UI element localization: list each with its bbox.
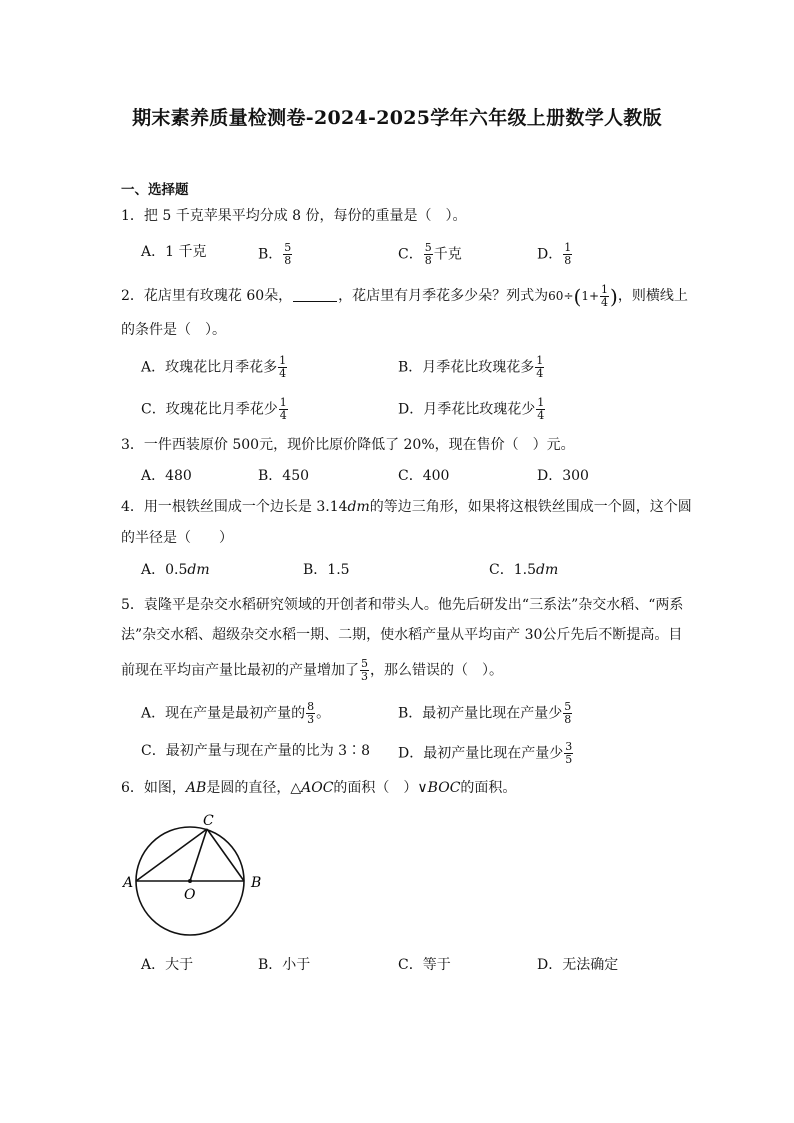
answer-blank <box>293 287 337 302</box>
fraction: $\frac{5}{8}$ <box>424 241 432 267</box>
fraction: $\frac{1}{8}$ <box>564 241 572 267</box>
label-b: B <box>251 875 262 891</box>
section-heading-choice: 一、选择题 <box>121 182 189 198</box>
question-4-stem-line1: 4．用一根铁丝围成一个边长是 3.14dm的等边三角形，如果将这根铁丝围成一个圆，这个圆 <box>121 499 692 515</box>
question-6-option-c: C．等于 <box>398 957 451 973</box>
question-2-option-d: D．月季花比玫瑰花少 $\frac{1}{4}$ <box>398 396 545 422</box>
question-4-option-a: A．0.5dm <box>141 562 210 578</box>
question-1-stem: 1．把 5 千克苹果平均分成 8 份，每份的重量是（ ）。 <box>121 208 467 224</box>
question-4-stem-line2: 的半径是（ ） <box>121 530 233 546</box>
question-5-option-a: A．现在产量是最初产量的 $\frac{8}{3}$ 。 <box>141 700 331 726</box>
label-a: A <box>123 875 134 891</box>
question-6-option-b: B．小于 <box>258 957 311 973</box>
question-5-line3: 前现在平均亩产量比最初的产量增加了 $\frac{5}{3}$ ，那么错误的（ ）。 <box>121 657 503 683</box>
circle-diagram <box>118 810 278 940</box>
question-1-option-a: A．1 千克 <box>141 244 207 260</box>
question-6-option-a: A．大于 <box>141 957 194 973</box>
fraction: $\frac{5}{8}$ <box>284 241 292 267</box>
segment-oc <box>190 829 207 881</box>
question-1-option-d: D． $\frac{1}{8}$ <box>537 241 572 267</box>
center-point <box>188 879 192 883</box>
question-3-option-b: B．450 <box>258 468 310 484</box>
question-5-option-c: C．最初产量与现在产量的比为 3∶8 <box>141 743 370 759</box>
question-6-option-d: D．无法确定 <box>537 957 619 973</box>
question-1-option-b: B． $\frac{5}{8}$ <box>258 241 292 267</box>
question-6-stem: 6．如图，AB是圆的直径，△AOC的面积（ ）∨BOC的面积。 <box>121 780 517 796</box>
question-2-stem-line1: 2．花店里有玫瑰花 60朵， ，花店里有月季花多少朵？列式为60÷(1+ $\frac{1}{4}$ )，则横线上 <box>121 283 688 309</box>
question-2-option-a: A．玫瑰花比月季花多 $\frac{1}{4}$ <box>141 354 287 380</box>
question-3-option-a: A．480 <box>141 468 192 484</box>
question-5-option-b: B．最初产量比现在产量少 $\frac{5}{8}$ <box>398 700 572 726</box>
question-2-option-c: C．玫瑰花比月季花少 $\frac{1}{4}$ <box>141 396 287 422</box>
segment-bc <box>207 829 244 881</box>
question-5-line2: 法”杂交水稻、超级杂交水稻一期、二期，使水稻产量从平均亩产 30公斤先后不断提高。目 <box>121 627 683 643</box>
question-2-option-b: B．月季花比玫瑰花多 $\frac{1}{4}$ <box>398 354 544 380</box>
label-c: C <box>203 813 214 829</box>
label-o: O <box>184 887 196 903</box>
question-4-option-b: B．1.5 <box>303 562 350 578</box>
question-5-option-d: D．最初产量比现在产量少 $\frac{3}{5}$ <box>398 740 573 766</box>
page-title: 期末素养质量检测卷-2024-2025学年六年级上册数学人教版 <box>132 107 662 129</box>
question-3-option-d: D．300 <box>537 468 589 484</box>
question-2-stem-line2: 的条件是（ ）。 <box>121 322 226 338</box>
question-5-line1: 5．袁隆平是杂交水稻研究领域的开创者和带头人。他先后研发出“三系法”杂交水稻、“两系 <box>121 597 684 613</box>
formula: 60÷(1+ $\frac{1}{4}$ ) <box>548 283 618 309</box>
segment-ac <box>136 829 207 881</box>
question-1-option-c: C． $\frac{5}{8}$ 千克 <box>398 241 462 267</box>
question-4-option-c: C．1.5dm <box>489 562 559 578</box>
question-3-option-c: C．400 <box>398 468 450 484</box>
question-3-stem: 3．一件西装原价 500元，现价比原价降低了 20%，现在售价（ ）元。 <box>121 437 575 453</box>
